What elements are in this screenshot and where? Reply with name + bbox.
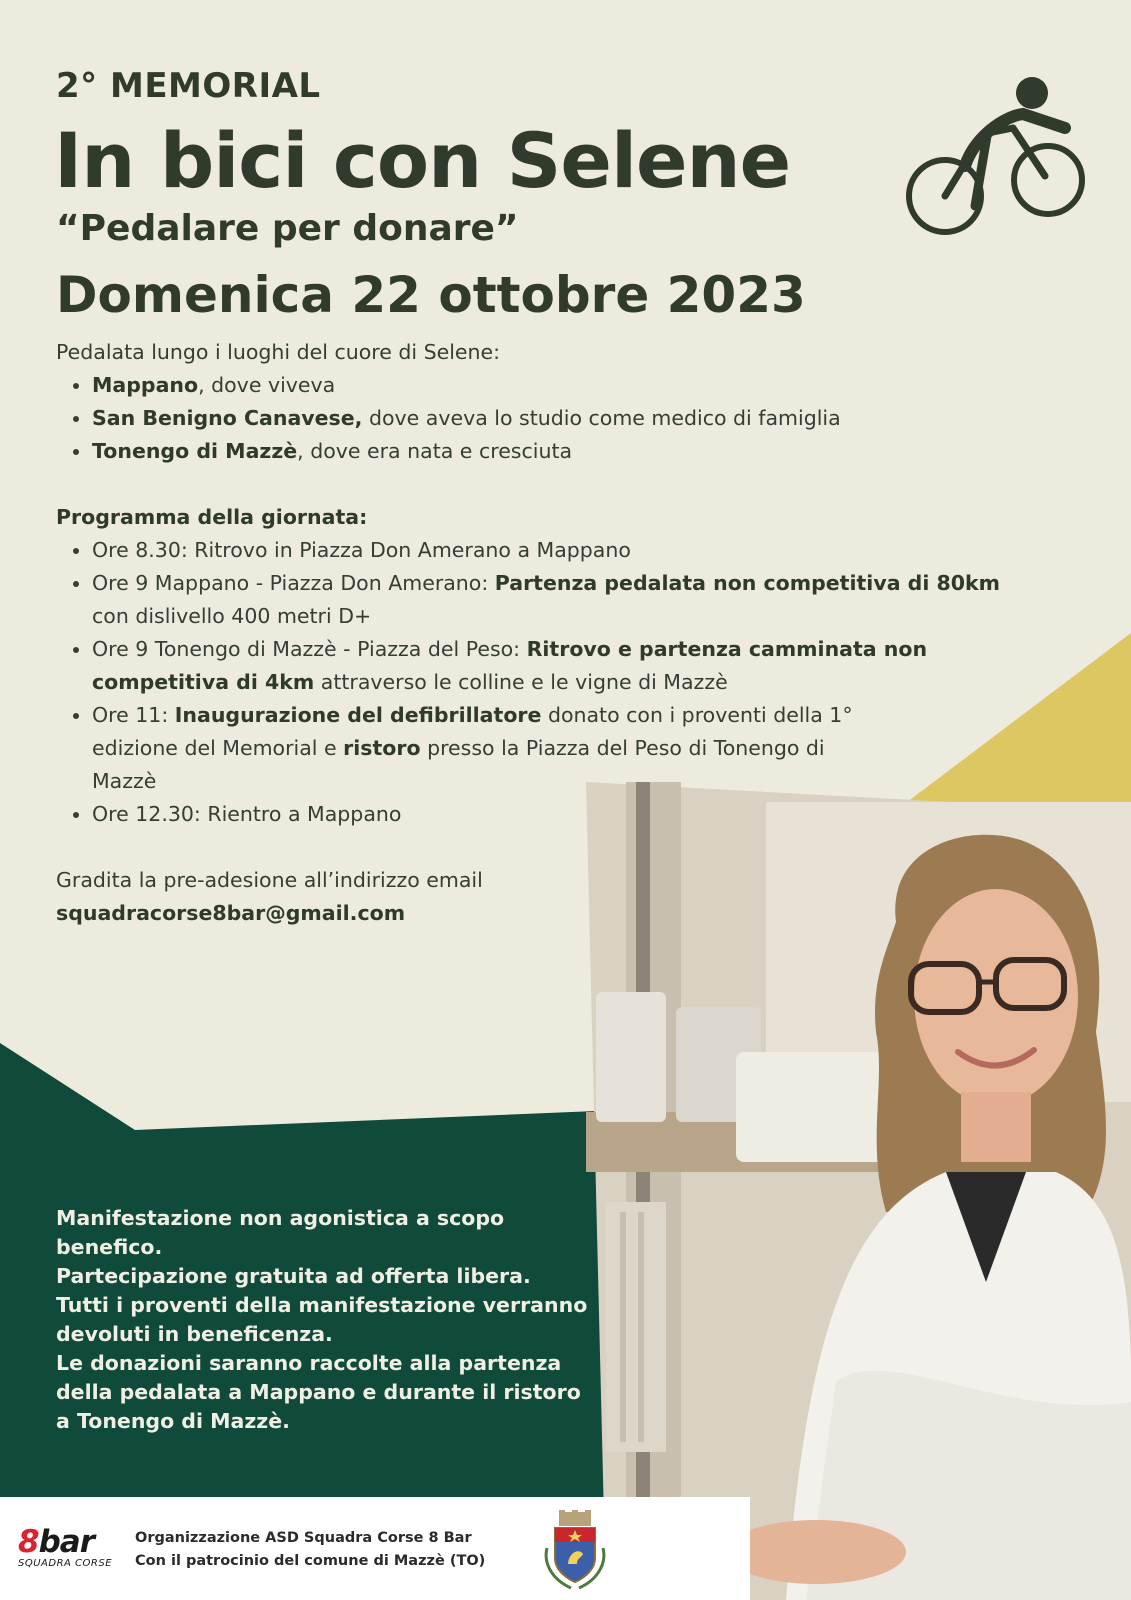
program-item: • Ore 8.30: Ritrovo in Piazza Don Amerano a Mappano <box>92 534 1016 567</box>
note-line: Partecipazione gratuita ad offerta libera. <box>56 1264 531 1288</box>
event-description <box>56 336 1016 930</box>
organizer-text: Organizzazione ASD Squadra Corse 8 Bar <box>135 1530 472 1546</box>
route-intro: Pedalata lungo i luoghi del cuore di Selene: <box>56 340 501 364</box>
program-list <box>56 534 1016 831</box>
program-item: • Ore 9 Tonengo di Mazzè - Piazza del Peso: Ritrovo e partenza camminata non competitiva di 4km attraverso le colline e le vigne di Mazzè <box>92 633 1016 699</box>
note-line: Le donazioni saranno raccolte alla partenza della pedalata a Mappano e durante il ristoro a Tonengo di Mazzè. <box>56 1351 581 1433</box>
team-logo: 8bar SQUADRA CORSE <box>18 1524 113 1569</box>
edition-label: 2° MEMORIAL <box>56 66 321 106</box>
note-line: Manifestazione non agonistica a scopo benefico. <box>56 1206 505 1259</box>
route-item: • Tonengo di Mazzè, dove era nata e cresciuta <box>92 435 1016 468</box>
organizer-info <box>135 1527 485 1573</box>
patronage-text: Con il patrocinio del comune di Mazzè (TO) <box>135 1553 486 1569</box>
event-title: In bici con Selene <box>54 116 791 205</box>
note-line: Tutti i proventi della manifestazione verranno devoluti in beneficenza. <box>56 1293 588 1346</box>
contact-email[interactable]: squadracorse8bar@gmail.com <box>56 901 406 925</box>
route-item: • San Benigno Canavese, dove aveva lo studio come medico di famiglia <box>92 402 1016 435</box>
program-item: • Ore 9 Mappano - Piazza Don Amerano: Partenza pedalata non competitiva di 80km con dislivello 400 metri D+ <box>92 567 1016 633</box>
program-item: • Ore 12.30: Rientro a Mappano <box>92 798 1016 831</box>
municipal-crest-icon <box>535 1508 615 1594</box>
cyclist-icon <box>905 76 1087 240</box>
event-subtitle: “Pedalare per donare” <box>56 208 519 249</box>
contact-text: Gradita la pre-adesione all’indirizzo email <box>56 868 483 892</box>
route-list <box>56 369 1016 468</box>
program-heading: Programma della giornata: <box>56 505 368 529</box>
route-item: • Mappano, dove viveva <box>92 369 1016 402</box>
event-date: Domenica 22 ottobre 2023 <box>56 266 806 324</box>
program-item: • Ore 11: Inaugurazione del defibrillatore donato con i proventi della 1° edizione del Memorial e ristoro presso la Piazza del Peso di Tonengo di Mazzè <box>92 699 892 798</box>
event-notes <box>56 1204 596 1436</box>
